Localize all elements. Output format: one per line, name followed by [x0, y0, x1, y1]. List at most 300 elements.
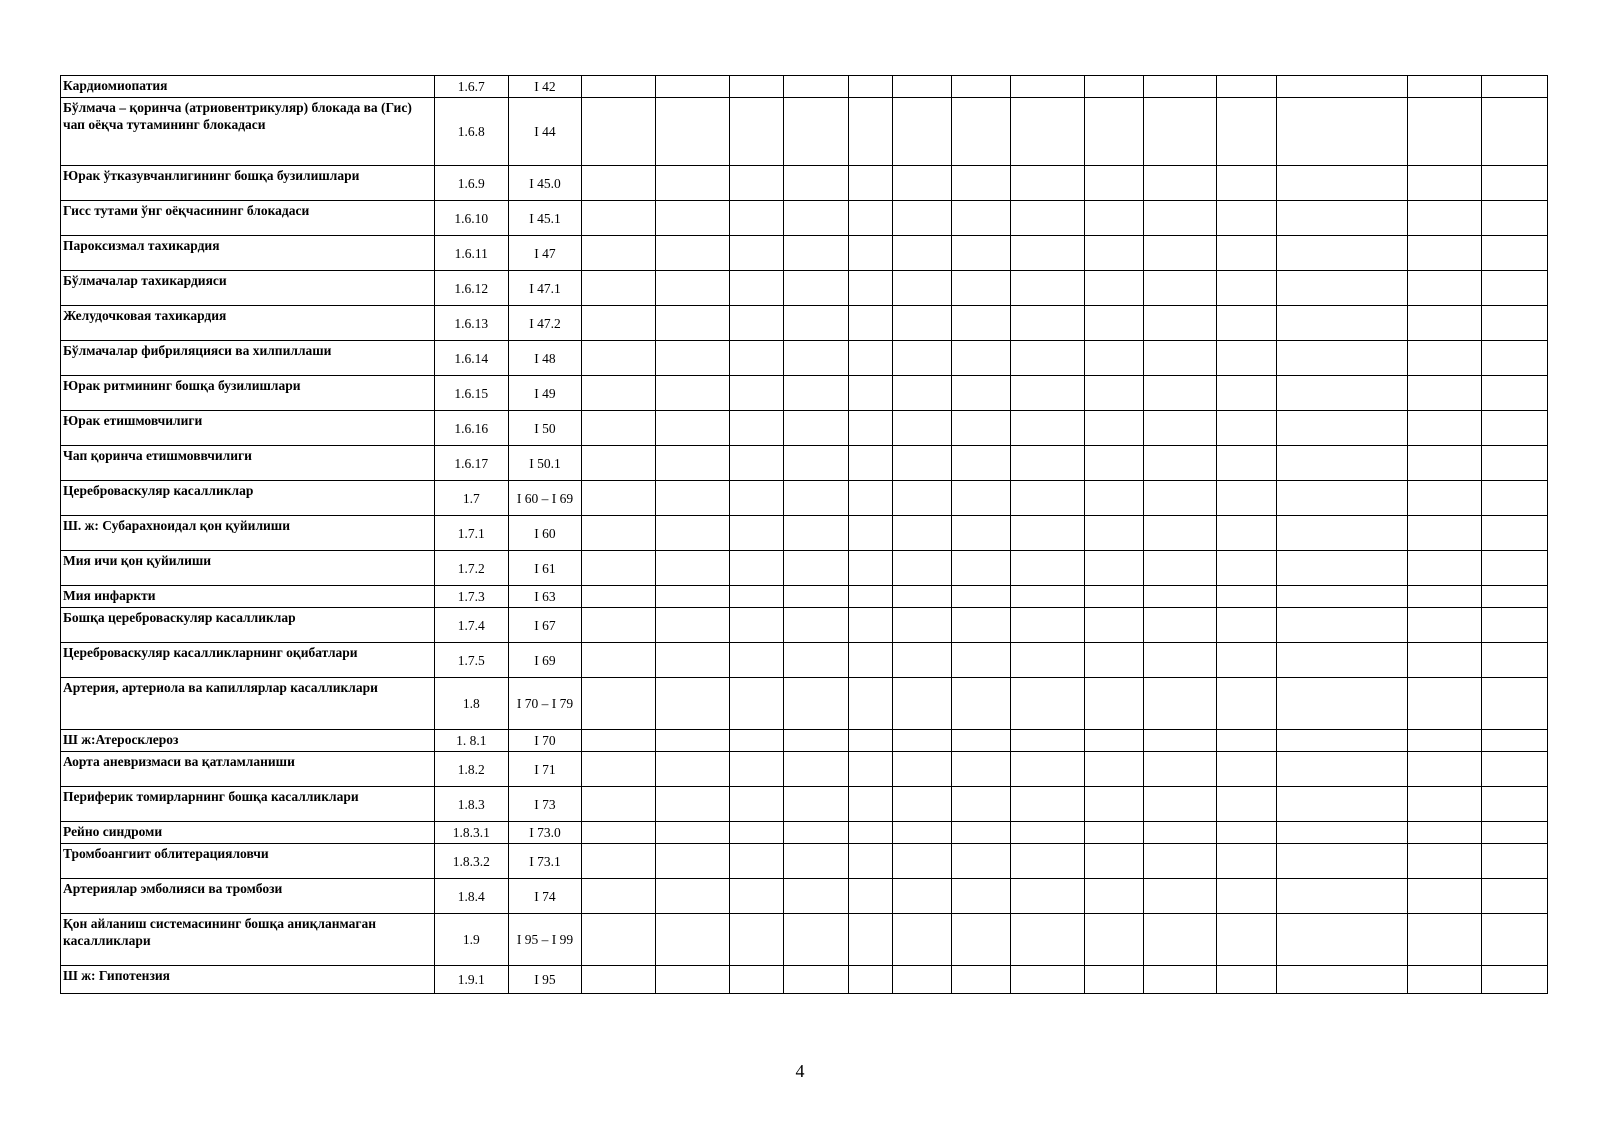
empty-cell — [1143, 236, 1217, 271]
table-row — [61, 516, 1548, 551]
empty-cell — [951, 730, 1010, 752]
empty-cell — [582, 98, 656, 166]
empty-cell — [892, 481, 951, 516]
empty-cell — [849, 201, 893, 236]
empty-cell — [1010, 341, 1084, 376]
empty-cell — [1084, 551, 1143, 586]
empty-cell — [655, 608, 729, 643]
empty-cell — [1276, 166, 1408, 201]
empty-cell — [1481, 201, 1547, 236]
empty-cell — [951, 76, 1010, 98]
empty-cell — [1084, 76, 1143, 98]
table-row — [61, 98, 1548, 166]
row-number-cell: 1.6.14 — [434, 341, 508, 376]
empty-cell — [1217, 822, 1276, 844]
table-row — [61, 678, 1548, 730]
disease-name-cell: Бўлмачалар тахикардияси — [61, 271, 435, 306]
empty-cell — [1143, 586, 1217, 608]
disease-name-cell: Цереброваскуляр касалликларнинг оқибатлари — [61, 643, 435, 678]
empty-cell — [1276, 376, 1408, 411]
disease-name-cell: Чап қоринча етишмоввчилиги — [61, 446, 435, 481]
empty-cell — [1408, 236, 1482, 271]
empty-cell — [655, 844, 729, 879]
empty-cell — [951, 966, 1010, 994]
table-row — [61, 966, 1548, 994]
row-number-cell: 1.6.11 — [434, 236, 508, 271]
empty-cell — [892, 76, 951, 98]
table-row — [61, 787, 1548, 822]
disease-name-cell: Мия ичи қон қуйилиши — [61, 551, 435, 586]
empty-cell — [849, 98, 893, 166]
empty-cell — [1276, 481, 1408, 516]
row-number-cell: 1.7.4 — [434, 608, 508, 643]
empty-cell — [892, 752, 951, 787]
empty-cell — [784, 306, 849, 341]
empty-cell — [951, 822, 1010, 844]
empty-cell — [784, 844, 849, 879]
empty-cell — [729, 446, 784, 481]
empty-cell — [951, 341, 1010, 376]
empty-cell — [784, 76, 849, 98]
empty-cell — [1010, 271, 1084, 306]
empty-cell — [892, 98, 951, 166]
empty-cell — [951, 879, 1010, 914]
empty-cell — [1481, 551, 1547, 586]
row-number-cell: 1.6.10 — [434, 201, 508, 236]
empty-cell — [582, 822, 656, 844]
disease-name-cell: Периферик томирларнинг бошқа касалликлари — [61, 787, 435, 822]
empty-cell — [849, 271, 893, 306]
empty-cell — [892, 236, 951, 271]
empty-cell — [1408, 201, 1482, 236]
icd-code-cell: I 95 — [508, 966, 582, 994]
empty-cell — [1010, 481, 1084, 516]
empty-cell — [655, 306, 729, 341]
empty-cell — [1143, 98, 1217, 166]
empty-cell — [1276, 730, 1408, 752]
empty-cell — [951, 98, 1010, 166]
empty-cell — [1481, 341, 1547, 376]
disease-name-cell: Тромбоангиит облитерацияловчи — [61, 844, 435, 879]
disease-name-cell: Пароксизмал тахикардия — [61, 236, 435, 271]
empty-cell — [582, 201, 656, 236]
empty-cell — [729, 586, 784, 608]
disease-name-cell: Кардиомиопатия — [61, 76, 435, 98]
empty-cell — [729, 643, 784, 678]
empty-cell — [892, 341, 951, 376]
empty-cell — [849, 752, 893, 787]
empty-cell — [1217, 376, 1276, 411]
empty-cell — [1084, 446, 1143, 481]
empty-cell — [1481, 516, 1547, 551]
empty-cell — [1408, 306, 1482, 341]
empty-cell — [582, 411, 656, 446]
empty-cell — [1276, 586, 1408, 608]
empty-cell — [784, 914, 849, 966]
empty-cell — [1010, 879, 1084, 914]
empty-cell — [1084, 376, 1143, 411]
empty-cell — [892, 411, 951, 446]
empty-cell — [729, 678, 784, 730]
empty-cell — [849, 678, 893, 730]
icd-code-cell: I 50 — [508, 411, 582, 446]
empty-cell — [1010, 446, 1084, 481]
row-number-cell: 1.9.1 — [434, 966, 508, 994]
empty-cell — [784, 586, 849, 608]
empty-cell — [582, 844, 656, 879]
empty-cell — [582, 341, 656, 376]
table-row — [61, 236, 1548, 271]
disease-name-cell: Мия инфаркти — [61, 586, 435, 608]
empty-cell — [1408, 166, 1482, 201]
empty-cell — [951, 201, 1010, 236]
empty-cell — [729, 752, 784, 787]
row-number-cell: 1.8.3 — [434, 787, 508, 822]
empty-cell — [729, 551, 784, 586]
row-number-cell: 1.6.15 — [434, 376, 508, 411]
row-number-cell: 1.6.12 — [434, 271, 508, 306]
empty-cell — [1217, 306, 1276, 341]
empty-cell — [849, 551, 893, 586]
empty-cell — [1217, 236, 1276, 271]
empty-cell — [582, 76, 656, 98]
empty-cell — [951, 844, 1010, 879]
empty-cell — [1143, 643, 1217, 678]
icd-code-cell: I 44 — [508, 98, 582, 166]
empty-cell — [655, 879, 729, 914]
empty-cell — [1010, 236, 1084, 271]
empty-cell — [655, 271, 729, 306]
empty-cell — [849, 914, 893, 966]
empty-cell — [1276, 752, 1408, 787]
empty-cell — [1010, 306, 1084, 341]
empty-cell — [655, 341, 729, 376]
empty-cell — [892, 201, 951, 236]
empty-cell — [1276, 914, 1408, 966]
empty-cell — [784, 341, 849, 376]
empty-cell — [1481, 76, 1547, 98]
empty-cell — [655, 411, 729, 446]
row-number-cell: 1.6.7 — [434, 76, 508, 98]
empty-cell — [1084, 341, 1143, 376]
empty-cell — [849, 411, 893, 446]
icd-code-cell: I 73.1 — [508, 844, 582, 879]
icd-code-cell: I 47.1 — [508, 271, 582, 306]
empty-cell — [1010, 914, 1084, 966]
empty-cell — [1481, 678, 1547, 730]
table-row — [61, 551, 1548, 586]
empty-cell — [1143, 752, 1217, 787]
icd-code-cell: I 45.1 — [508, 201, 582, 236]
empty-cell — [582, 516, 656, 551]
empty-cell — [784, 678, 849, 730]
table-row — [61, 271, 1548, 306]
empty-cell — [1276, 551, 1408, 586]
empty-cell — [1276, 608, 1408, 643]
empty-cell — [655, 446, 729, 481]
table-row — [61, 166, 1548, 201]
table-row — [61, 411, 1548, 446]
empty-cell — [1084, 586, 1143, 608]
empty-cell — [582, 586, 656, 608]
empty-cell — [1217, 966, 1276, 994]
empty-cell — [849, 730, 893, 752]
empty-cell — [1276, 201, 1408, 236]
empty-cell — [582, 551, 656, 586]
empty-cell — [1217, 481, 1276, 516]
empty-cell — [951, 914, 1010, 966]
empty-cell — [1408, 608, 1482, 643]
empty-cell — [1010, 201, 1084, 236]
icd-code-cell: I 73.0 — [508, 822, 582, 844]
empty-cell — [892, 608, 951, 643]
empty-cell — [849, 787, 893, 822]
empty-cell — [1481, 822, 1547, 844]
empty-cell — [1010, 608, 1084, 643]
icd-code-cell: I 73 — [508, 787, 582, 822]
empty-cell — [729, 879, 784, 914]
empty-cell — [1143, 341, 1217, 376]
empty-cell — [1084, 306, 1143, 341]
table-row — [61, 844, 1548, 879]
empty-cell — [1143, 481, 1217, 516]
table-row — [61, 481, 1548, 516]
row-number-cell: 1.8.4 — [434, 879, 508, 914]
empty-cell — [1143, 306, 1217, 341]
empty-cell — [1143, 822, 1217, 844]
empty-cell — [582, 752, 656, 787]
disease-name-cell: Аорта аневризмаси ва қатламланиши — [61, 752, 435, 787]
empty-cell — [655, 752, 729, 787]
row-number-cell: 1.8.3.1 — [434, 822, 508, 844]
empty-cell — [951, 551, 1010, 586]
empty-cell — [951, 376, 1010, 411]
empty-cell — [729, 516, 784, 551]
empty-cell — [1217, 730, 1276, 752]
table-row — [61, 376, 1548, 411]
empty-cell — [1143, 271, 1217, 306]
empty-cell — [1010, 551, 1084, 586]
empty-cell — [784, 787, 849, 822]
empty-cell — [784, 166, 849, 201]
empty-cell — [1408, 643, 1482, 678]
empty-cell — [729, 201, 784, 236]
empty-cell — [582, 236, 656, 271]
empty-cell — [849, 76, 893, 98]
icd-code-cell: I 47 — [508, 236, 582, 271]
empty-cell — [951, 787, 1010, 822]
empty-cell — [1010, 76, 1084, 98]
empty-cell — [951, 608, 1010, 643]
empty-cell — [1084, 643, 1143, 678]
empty-cell — [582, 446, 656, 481]
empty-cell — [655, 822, 729, 844]
disease-name-cell: Рейно синдроми — [61, 822, 435, 844]
empty-cell — [1143, 879, 1217, 914]
empty-cell — [729, 844, 784, 879]
disease-name-cell: Қон айланиш системасининг бошқа аниқланмаган касалликлари — [61, 914, 435, 966]
page-number: 4 — [795, 1061, 805, 1081]
table-row — [61, 586, 1548, 608]
icd-code-cell: I 61 — [508, 551, 582, 586]
empty-cell — [1481, 914, 1547, 966]
empty-cell — [784, 446, 849, 481]
empty-cell — [1408, 76, 1482, 98]
empty-cell — [849, 446, 893, 481]
empty-cell — [951, 306, 1010, 341]
empty-cell — [1217, 98, 1276, 166]
empty-cell — [729, 341, 784, 376]
empty-cell — [1408, 879, 1482, 914]
disease-name-cell: Юрак ўтказувчанлигининг бошқа бузилишлари — [61, 166, 435, 201]
empty-cell — [892, 844, 951, 879]
empty-cell — [1408, 678, 1482, 730]
icd-code-cell: I 47.2 — [508, 306, 582, 341]
empty-cell — [1481, 446, 1547, 481]
empty-cell — [1010, 966, 1084, 994]
disease-name-cell: Ш. ж: Субарахноидал қон қуйилиши — [61, 516, 435, 551]
empty-cell — [951, 752, 1010, 787]
empty-cell — [1276, 879, 1408, 914]
empty-cell — [892, 730, 951, 752]
table-row — [61, 201, 1548, 236]
row-number-cell: 1.6.9 — [434, 166, 508, 201]
empty-cell — [729, 271, 784, 306]
table-row — [61, 341, 1548, 376]
empty-cell — [1084, 787, 1143, 822]
table-row — [61, 914, 1548, 966]
empty-cell — [729, 236, 784, 271]
empty-cell — [1143, 730, 1217, 752]
icd-code-cell: I 60 — [508, 516, 582, 551]
disease-name-cell: Артерия, артериола ва капиллярлар касалликлари — [61, 678, 435, 730]
empty-cell — [892, 643, 951, 678]
empty-cell — [1084, 236, 1143, 271]
empty-cell — [1217, 76, 1276, 98]
empty-cell — [729, 76, 784, 98]
empty-cell — [951, 678, 1010, 730]
empty-cell — [784, 376, 849, 411]
empty-cell — [1408, 376, 1482, 411]
empty-cell — [1143, 914, 1217, 966]
empty-cell — [1217, 201, 1276, 236]
empty-cell — [784, 879, 849, 914]
empty-cell — [892, 376, 951, 411]
empty-cell — [1143, 76, 1217, 98]
empty-cell — [1010, 166, 1084, 201]
empty-cell — [849, 586, 893, 608]
empty-cell — [1217, 608, 1276, 643]
empty-cell — [1084, 271, 1143, 306]
row-number-cell: 1.8.3.2 — [434, 844, 508, 879]
empty-cell — [784, 411, 849, 446]
empty-cell — [655, 914, 729, 966]
empty-cell — [1408, 411, 1482, 446]
row-number-cell: 1.7.5 — [434, 643, 508, 678]
empty-cell — [1084, 516, 1143, 551]
empty-cell — [1084, 608, 1143, 643]
empty-cell — [849, 879, 893, 914]
empty-cell — [849, 822, 893, 844]
empty-cell — [655, 481, 729, 516]
row-number-cell: 1. 8.1 — [434, 730, 508, 752]
empty-cell — [582, 787, 656, 822]
empty-cell — [582, 166, 656, 201]
empty-cell — [729, 481, 784, 516]
empty-cell — [951, 411, 1010, 446]
empty-cell — [1481, 643, 1547, 678]
disease-name-cell: Гисс тутами ўнг оёқчасининг блокадаси — [61, 201, 435, 236]
disease-name-cell: Бўлмачалар фибриляцияси ва хилпиллаши — [61, 341, 435, 376]
empty-cell — [582, 481, 656, 516]
empty-cell — [1276, 306, 1408, 341]
empty-cell — [582, 643, 656, 678]
empty-cell — [655, 98, 729, 166]
empty-cell — [1010, 516, 1084, 551]
empty-cell — [1276, 966, 1408, 994]
empty-cell — [1481, 236, 1547, 271]
empty-cell — [1276, 678, 1408, 730]
empty-cell — [1276, 787, 1408, 822]
empty-cell — [1217, 914, 1276, 966]
empty-cell — [1084, 166, 1143, 201]
empty-cell — [1143, 376, 1217, 411]
empty-cell — [951, 481, 1010, 516]
empty-cell — [849, 306, 893, 341]
empty-cell — [1276, 76, 1408, 98]
empty-cell — [729, 787, 784, 822]
empty-cell — [655, 376, 729, 411]
row-number-cell: 1.9 — [434, 914, 508, 966]
empty-cell — [1084, 98, 1143, 166]
empty-cell — [1481, 787, 1547, 822]
empty-cell — [849, 844, 893, 879]
empty-cell — [582, 678, 656, 730]
empty-cell — [784, 966, 849, 994]
empty-cell — [1010, 730, 1084, 752]
empty-cell — [655, 551, 729, 586]
empty-cell — [582, 376, 656, 411]
empty-cell — [1217, 879, 1276, 914]
empty-cell — [1084, 481, 1143, 516]
empty-cell — [655, 787, 729, 822]
empty-cell — [1084, 678, 1143, 730]
empty-cell — [655, 643, 729, 678]
table-row — [61, 306, 1548, 341]
empty-cell — [1481, 481, 1547, 516]
icd-code-cell: I 67 — [508, 608, 582, 643]
empty-cell — [1143, 551, 1217, 586]
empty-cell — [1217, 752, 1276, 787]
empty-cell — [582, 879, 656, 914]
empty-cell — [655, 201, 729, 236]
empty-cell — [892, 879, 951, 914]
empty-cell — [892, 306, 951, 341]
empty-cell — [1217, 551, 1276, 586]
empty-cell — [849, 608, 893, 643]
icd-code-cell: I 95 – I 99 — [508, 914, 582, 966]
empty-cell — [1143, 787, 1217, 822]
empty-cell — [1143, 608, 1217, 643]
disease-name-cell: Желудочковая тахикардия — [61, 306, 435, 341]
empty-cell — [1276, 446, 1408, 481]
empty-cell — [1010, 411, 1084, 446]
empty-cell — [1408, 822, 1482, 844]
table-row — [61, 446, 1548, 481]
empty-cell — [582, 914, 656, 966]
empty-cell — [1481, 966, 1547, 994]
empty-cell — [655, 586, 729, 608]
